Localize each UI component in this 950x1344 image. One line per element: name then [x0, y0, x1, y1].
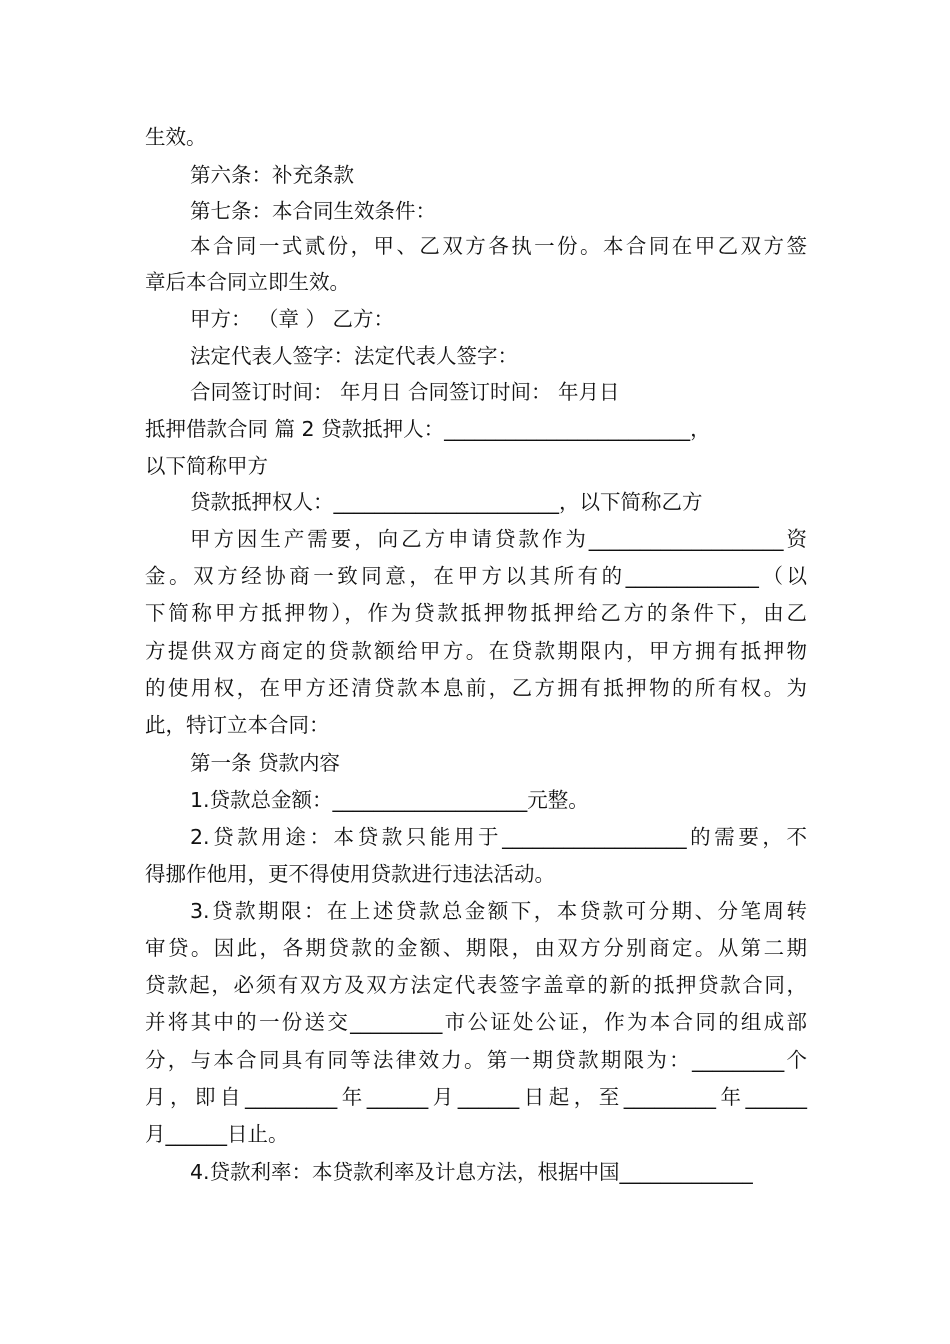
text-line: 4.贷款利率：本贷款利率及计息方法，根据中国_____________ — [190, 1160, 753, 1184]
text-line: 甲方因生产需要，向乙方申请贷款作为___________________资 — [190, 527, 807, 551]
text-line: 法定代表人签字：法定代表人签字： — [190, 344, 518, 368]
text-line: 甲方： （章 ） 乙方： — [190, 307, 395, 331]
text-line: 第六条：补充条款 — [190, 163, 354, 187]
text-line: 贷款起，必须有双方及双方法定代表签字盖章的新的抵押贷款合同， — [145, 973, 807, 997]
text-line: 贷款抵押权人：______________________，以下简称乙方 — [190, 490, 703, 514]
text-line: 分，与本合同具有同等法律效力。第一期贷款期限为：_________个 — [145, 1048, 807, 1072]
text-line: 章后本合同立即生效。 — [145, 270, 350, 294]
text-line: 下简称甲方抵押物），作为贷款抵押物抵押给乙方的条件下，由乙 — [145, 601, 807, 625]
text-line: 2.贷款用途：本贷款只能用于__________________的需要，不 — [190, 825, 807, 849]
section-heading-line: 抵押借款合同 篇 2 贷款抵押人：________________________， — [145, 417, 711, 441]
text-line: 3.贷款期限：在上述贷款总金额下，本贷款可分期、分笔周转 — [190, 899, 807, 923]
text-line: 审贷。因此，各期贷款的金额、期限，由双方分别商定。从第二期 — [145, 936, 807, 960]
text-line: 方提供双方商定的贷款额给甲方。在贷款期限内，甲方拥有抵押物 — [145, 639, 807, 663]
text-line: 本合同一式贰份，甲、乙双方各执一份。本合同在甲乙双方签 — [190, 234, 807, 258]
text-line: 得挪作他用，更不得使用贷款进行违法活动。 — [145, 862, 555, 886]
text-line: 以下简称甲方 — [145, 454, 268, 478]
text-line: 1.贷款总金额：___________________元整。 — [190, 788, 589, 812]
text-line: 的使用权，在甲方还清贷款本息前，乙方拥有抵押物的所有权。为 — [145, 676, 807, 700]
text-line: 月______日止。 — [145, 1122, 289, 1146]
text-line: 月，即自_________年______月______日起，至_________年______ — [145, 1085, 807, 1109]
text-line: 此，特订立本合同： — [145, 713, 330, 737]
text-line: 第七条：本合同生效条件： — [190, 199, 436, 223]
text-line: 金。双方经协商一致同意，在甲方以其所有的_____________（以 — [145, 564, 807, 588]
text-line: 生效。 — [145, 125, 207, 149]
text-line: 并将其中的一份送交_________市公证处公证，作为本合同的组成部 — [145, 1010, 807, 1034]
text-line: 第一条 贷款内容 — [190, 751, 341, 775]
text-line: 合同签订时间： 年月日 合同签订时间： 年月日 — [190, 380, 620, 404]
